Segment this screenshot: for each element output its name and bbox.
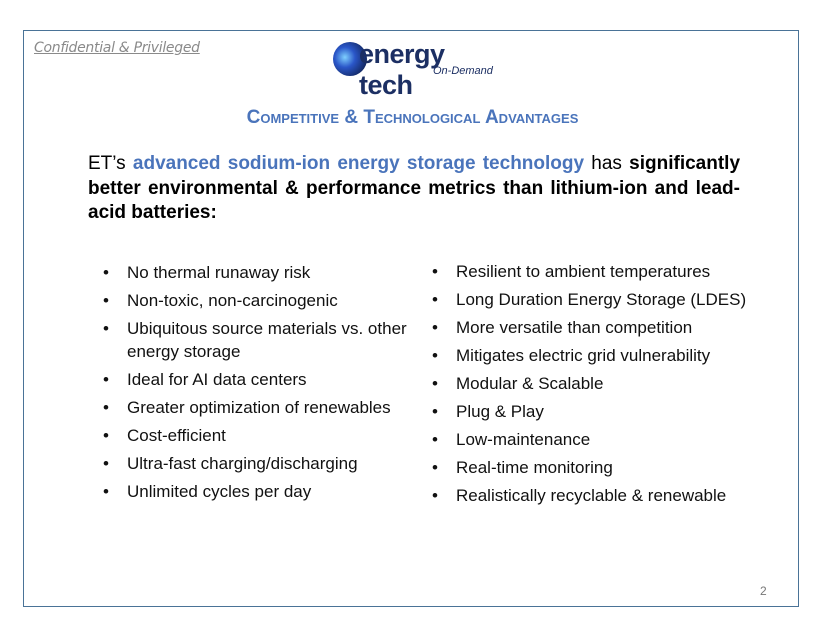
list-item: • Real-time monitoring bbox=[432, 456, 772, 479]
logo-subtext: On-Demand bbox=[433, 65, 493, 77]
page-number: 2 bbox=[760, 584, 767, 598]
list-item: • Plug & Play bbox=[432, 400, 772, 423]
list-item: • No thermal runaway risk bbox=[103, 261, 413, 284]
intro-paragraph bbox=[88, 152, 740, 226]
confidential-label: Confidential & Privileged bbox=[34, 40, 200, 56]
intro-text: has bbox=[584, 153, 630, 174]
list-item: • Ubiquitous source materials vs. other energy storage bbox=[103, 317, 413, 363]
list-item: • Non-toxic, non-carcinogenic bbox=[103, 289, 413, 312]
left-bullet-list bbox=[103, 261, 413, 508]
list-item: • More versatile than competition bbox=[432, 316, 772, 339]
slide-title: Competitive & Technological Advantages bbox=[246, 107, 579, 128]
intro-text: ET’s bbox=[88, 153, 133, 174]
list-item: • Mitigates electric grid vulnerability bbox=[432, 344, 772, 367]
list-item: • Modular & Scalable bbox=[432, 372, 772, 395]
list-item: • Realistically recyclable & renewable bbox=[432, 484, 772, 507]
list-item: • Low-maintenance bbox=[432, 428, 772, 451]
company-logo bbox=[333, 39, 503, 100]
intro-bold: significantly better environmental & performance metrics than lithium-ion and lead-acid batteries: bbox=[88, 153, 741, 223]
right-bullet-list bbox=[432, 260, 772, 512]
list-item: • Unlimited cycles per day bbox=[103, 480, 413, 503]
list-item: • Resilient to ambient temperatures bbox=[432, 260, 772, 283]
list-item: • Ultra-fast charging/discharging bbox=[103, 452, 413, 475]
list-item: • Greater optimization of renewables bbox=[103, 396, 413, 419]
logo-text: energy tech bbox=[359, 39, 445, 100]
list-item: • Ideal for AI data centers bbox=[103, 368, 413, 391]
list-item: • Cost-efficient bbox=[103, 424, 413, 447]
intro-highlight: advanced sodium-ion energy storage technology bbox=[132, 153, 585, 174]
list-item: • Long Duration Energy Storage (LDES) bbox=[432, 288, 772, 311]
